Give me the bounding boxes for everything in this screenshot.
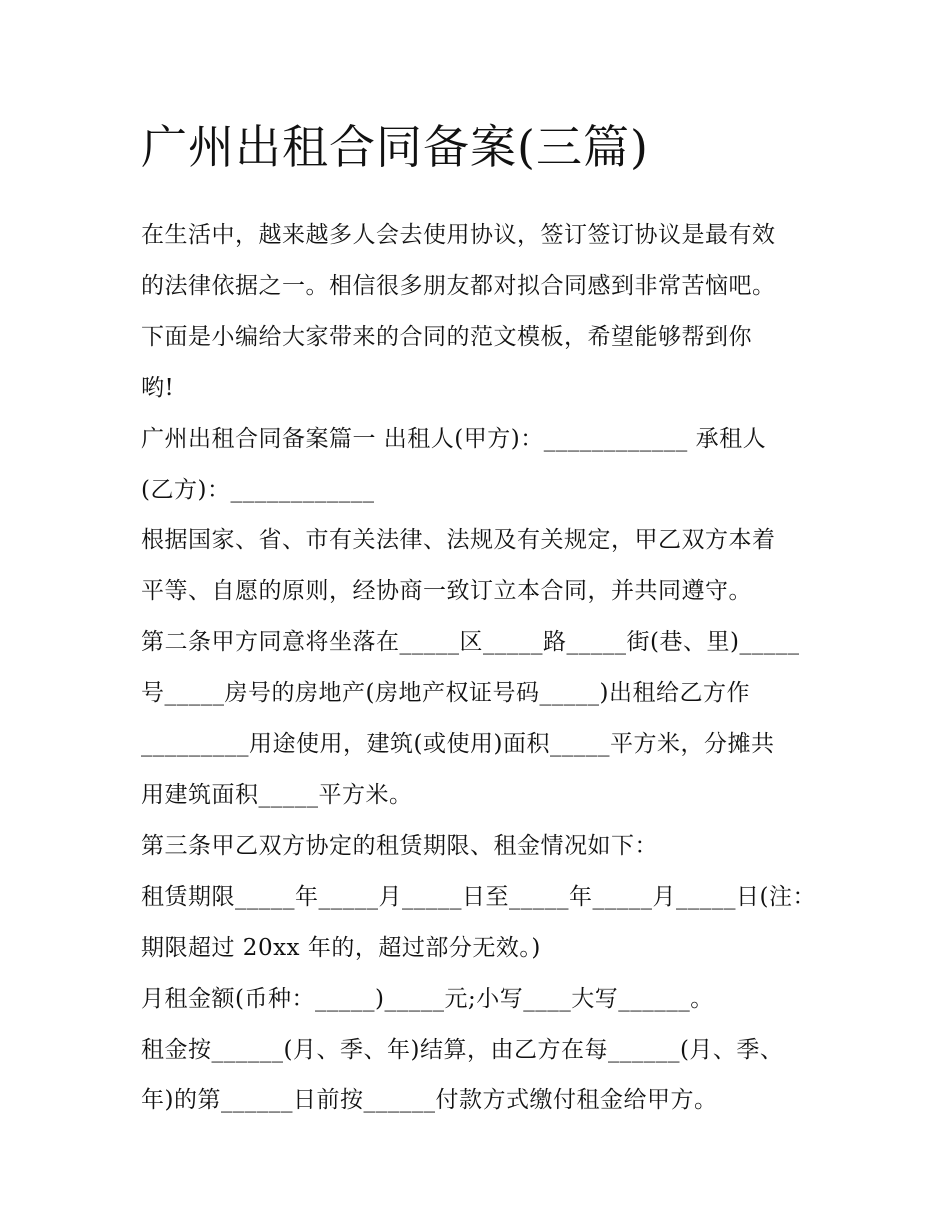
document-page: [141, 112, 821, 1126]
document-title: 广州出租合同备案(三篇): [141, 120, 649, 174]
text-line: 广州出租合同备案篇一 出租人(甲方)：____________ 承租人: [141, 425, 767, 452]
text-line: 租金按______(月、季、年)结算，由乙方在每______(月、季、: [141, 1036, 784, 1063]
text-line: 平等、自愿的原则，经协商一致订立本合同，并共同遵守。: [141, 578, 752, 605]
article-3: [141, 821, 821, 1126]
text-line: 哟!: [141, 374, 175, 401]
text-line: 号_____房号的房地产(房地产权证号码_____)出租给乙方作: [141, 680, 750, 707]
intro-paragraph: [141, 210, 821, 414]
text-line: 第二条甲方同意将坐落在_____区_____路_____街(巷、里)_____: [141, 629, 800, 656]
principle-paragraph: [141, 515, 821, 617]
text-line: 月租金额(币种：_____)_____元;小写____大写______。: [141, 985, 714, 1012]
text-line: _________用途使用，建筑(或使用)面积_____平方米，分摊共: [141, 731, 775, 758]
section1-header: [141, 414, 821, 516]
text-line: 根据国家、省、市有关法律、法规及有关规定，甲乙双方本着: [141, 527, 776, 554]
text-line: 用建筑面积_____平方米。: [141, 781, 413, 808]
text-line: 在生活中，越来越多人会去使用协议，签订签订协议是最有效: [141, 222, 776, 248]
text-line: 年)的第______日前按______付款方式缴付租金给甲方。: [141, 1087, 718, 1114]
text-line: (乙方)：____________: [141, 476, 375, 503]
text-line: 租赁期限_____年_____月_____日至_____年_____月_____日(注：: [141, 883, 816, 910]
text-line: 第三条甲乙双方协定的租赁期限、租金情况如下：: [141, 832, 658, 859]
text-line: 的法律依据之一。相信很多朋友都对拟合同感到非常苦恼吧。: [141, 272, 776, 299]
text-line: 下面是小编给大家带来的合同的范文模板，希望能够帮到你: [141, 323, 752, 350]
text-line: 期限超过 20xx 年的，超过部分无效。): [141, 934, 541, 961]
article-2: [141, 617, 821, 821]
